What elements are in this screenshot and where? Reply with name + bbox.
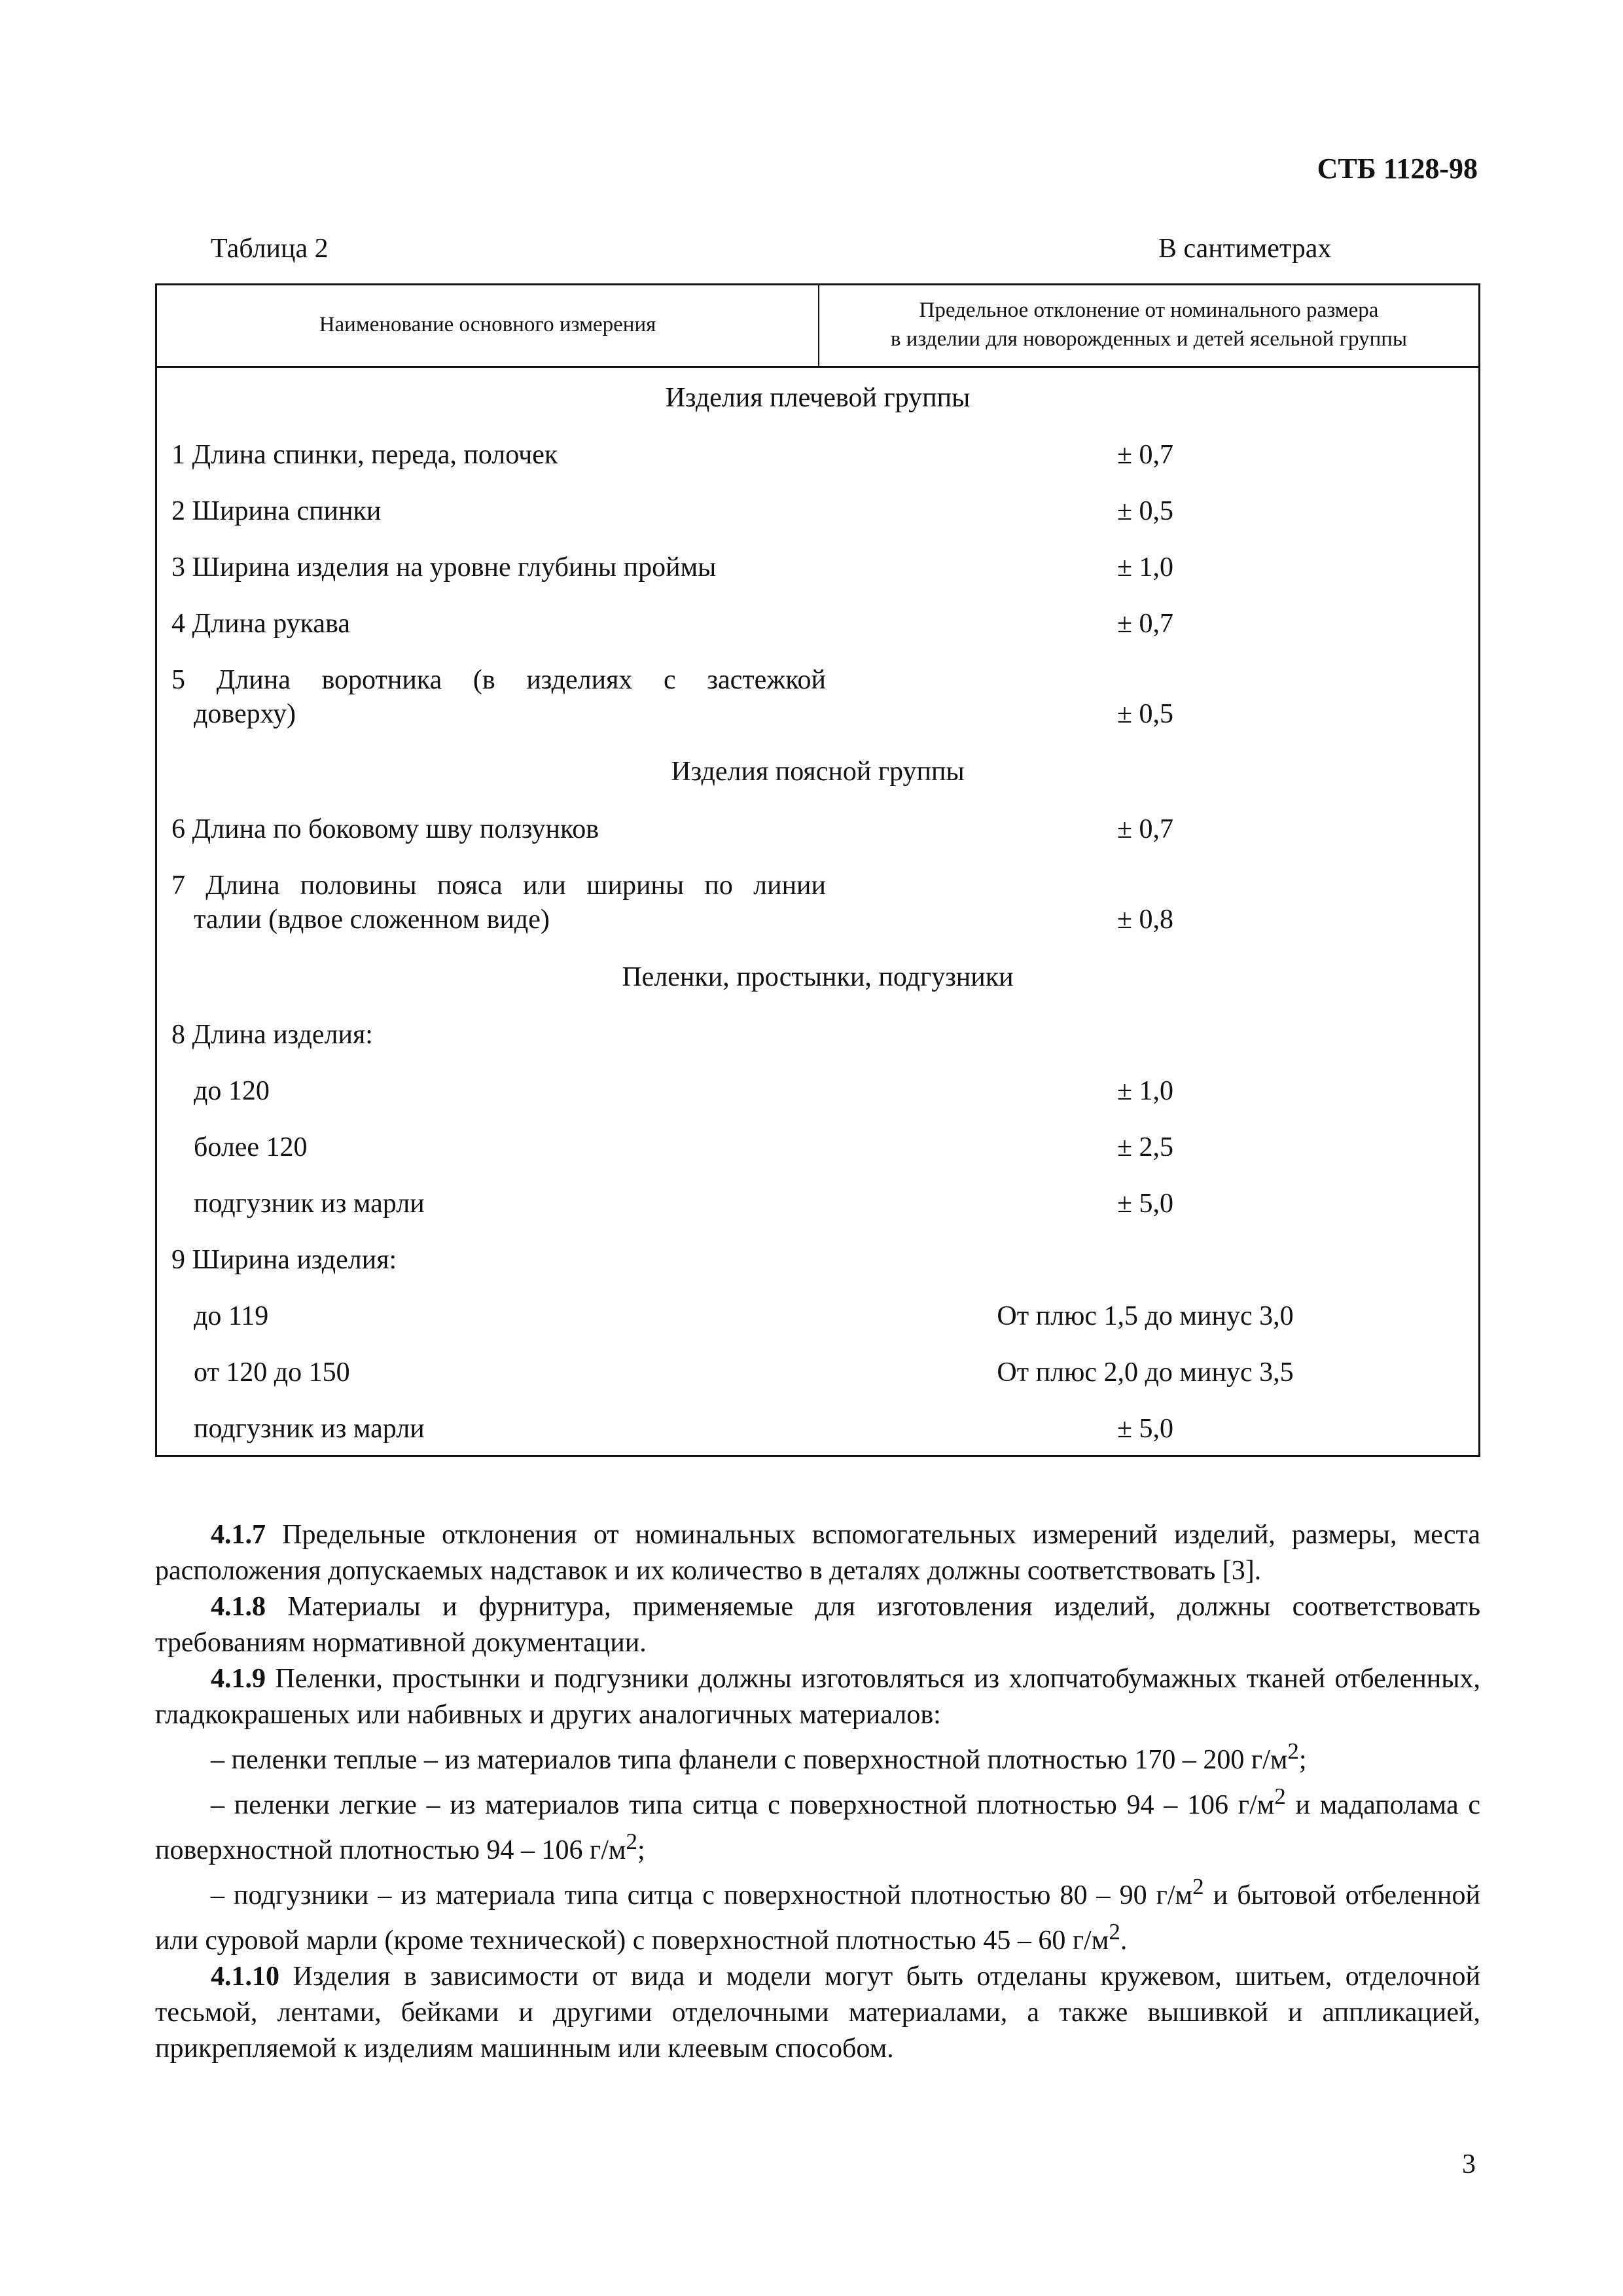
- row-label: от 120 до 150: [194, 1357, 350, 1388]
- clause-text: Пеленки, простынки и подгузники должны изготовляться из хлопчатобумажных тканей отбеленных, гладкокрашеных или набивных и других аналогичных материалов:: [155, 1664, 1480, 1730]
- row-value: ± 1,0: [1116, 1076, 1174, 1106]
- row-label: [171, 663, 826, 731]
- dash-text: .: [1120, 1926, 1128, 1956]
- row-value: ± 5,0: [1116, 1189, 1174, 1219]
- page-number: 3: [1462, 2149, 1476, 2179]
- clause-dash-item: [155, 1733, 1480, 1778]
- row-value: ± 0,7: [1116, 609, 1174, 639]
- row-label: 1 Длина спинки, переда, полочек: [171, 440, 558, 470]
- superscript: 2: [1274, 1784, 1286, 1809]
- row-value: ± 5,0: [1116, 1414, 1174, 1444]
- clause-dash-item: [155, 1778, 1480, 1869]
- dash-text: и бытовой отбеленной или суровой марли (кроме технической) с поверхностной плотностью 45 – 60 г/м: [155, 1880, 1480, 1956]
- row-value: ± 0,7: [1116, 814, 1174, 844]
- row-label: 2 Ширина спинки: [171, 496, 382, 526]
- clause-4-1-7: [155, 1517, 1480, 1589]
- clause-number: 4.1.10: [211, 1962, 279, 1992]
- superscript: 2: [1287, 1738, 1299, 1764]
- superscript: 2: [1192, 1874, 1204, 1899]
- row-value: ± 2,5: [1116, 1132, 1174, 1162]
- section-title: Изделия плечевой группы: [665, 383, 971, 413]
- row-label: 4 Длина рукава: [171, 609, 350, 639]
- table-units-note: В сантиметрах: [1158, 234, 1332, 264]
- section-title: Изделия поясной группы: [671, 757, 965, 787]
- clause-dash-item: [155, 1869, 1480, 1959]
- row-label: [171, 869, 826, 937]
- row-label: подгузник из марли: [194, 1414, 425, 1444]
- clause-text: Изделия в зависимости от вида и модели могут быть отделаны кружевом, шитьем, отделочной тесьмой, лентами, бейками и другими отделочными материалами, а также вышивкой и аппликацией, прикрепляемой к изделиям машинным или клеевым способом.: [155, 1962, 1480, 2064]
- row-label: более 120: [194, 1132, 308, 1162]
- row-label: 3 Ширина изделия на уровне глубины проймы: [171, 552, 717, 583]
- clause-number: 4.1.7: [211, 1520, 266, 1550]
- clause-text: Материалы и фурнитура, применяемые для изготовления изделий, должны соответствовать требованиям нормативной документации.: [155, 1592, 1480, 1658]
- table-section-row: [157, 756, 1478, 787]
- row-value: ± 0,5: [1116, 699, 1174, 729]
- table-section-row: [157, 961, 1478, 993]
- row-label: 6 Длина по боковому шву ползунков: [171, 814, 599, 844]
- document-code: СТБ 1128-98: [1317, 152, 1478, 185]
- row-label-line1: 5 Длина воротника (в изделиях с застежкой: [171, 665, 826, 695]
- row-label-line1: 7 Длина половины пояса или ширины по линии: [171, 870, 826, 901]
- dash-text: – подгузники – из материала типа ситца с поверхностной плотностью 80 – 90 г/м: [211, 1880, 1193, 1910]
- row-value: От плюс 1,5 до минус 3,0: [997, 1301, 1294, 1331]
- clauses-text: [155, 1517, 1480, 2067]
- row-label-line2: доверху): [194, 699, 296, 729]
- header-tolerance: [819, 285, 1478, 364]
- dash-text: ;: [637, 1835, 645, 1865]
- clause-text: Предельные отклонения от номинальных вспомогательных измерений изделий, размеры, места расположения допускаемых надставок и их количество в деталях должны соответствовать [3].: [155, 1520, 1480, 1586]
- row-value: ± 1,0: [1116, 552, 1174, 583]
- table-caption: Таблица 2: [211, 234, 329, 264]
- header-measurement-name: Наименование основного измерения: [319, 312, 656, 336]
- row-value: ± 0,5: [1116, 496, 1174, 526]
- dash-text: ;: [1298, 1745, 1307, 1775]
- dash-text: – пеленки теплые – из материалов типа фланели с поверхностной плотностью 170 – 200 г/м: [211, 1745, 1288, 1775]
- row-label: подгузник из марли: [194, 1189, 425, 1219]
- clause-4-1-10: [155, 1959, 1480, 2067]
- clause-4-1-9: [155, 1661, 1480, 1733]
- row-value: ± 0,8: [1116, 905, 1174, 935]
- clause-number: 4.1.8: [211, 1592, 266, 1622]
- tolerance-table: [155, 283, 1480, 1457]
- header-tolerance-line2: в изделии для новорожденных и детей ясельной группы: [890, 327, 1408, 351]
- superscript: 2: [1109, 1919, 1120, 1945]
- row-label-line2: талии (вдвое сложенном виде): [194, 905, 550, 935]
- superscript: 2: [626, 1829, 637, 1854]
- table-section-row: [157, 382, 1478, 414]
- row-value: От плюс 2,0 до минус 3,5: [997, 1357, 1294, 1388]
- row-label: 8 Длина изделия:: [171, 1020, 373, 1050]
- row-value: ± 0,7: [1116, 440, 1174, 470]
- clause-number: 4.1.9: [211, 1664, 266, 1694]
- row-label: до 120: [194, 1076, 270, 1106]
- dash-text: и мадаполама с поверхностной плотностью 94 – 106 г/м: [155, 1790, 1481, 1865]
- table-header: [157, 285, 1478, 368]
- dash-text: – пеленки легкие – из материалов типа ситца с поверхностной плотностью 94 – 106 г/м: [211, 1790, 1275, 1820]
- header-tolerance-line1: Предельное отклонение от номинального размера: [919, 298, 1379, 322]
- section-title: Пеленки, простынки, подгузники: [622, 962, 1014, 992]
- row-label: до 119: [194, 1301, 269, 1331]
- clause-4-1-8: [155, 1589, 1480, 1661]
- row-label: 9 Ширина изделия:: [171, 1245, 397, 1275]
